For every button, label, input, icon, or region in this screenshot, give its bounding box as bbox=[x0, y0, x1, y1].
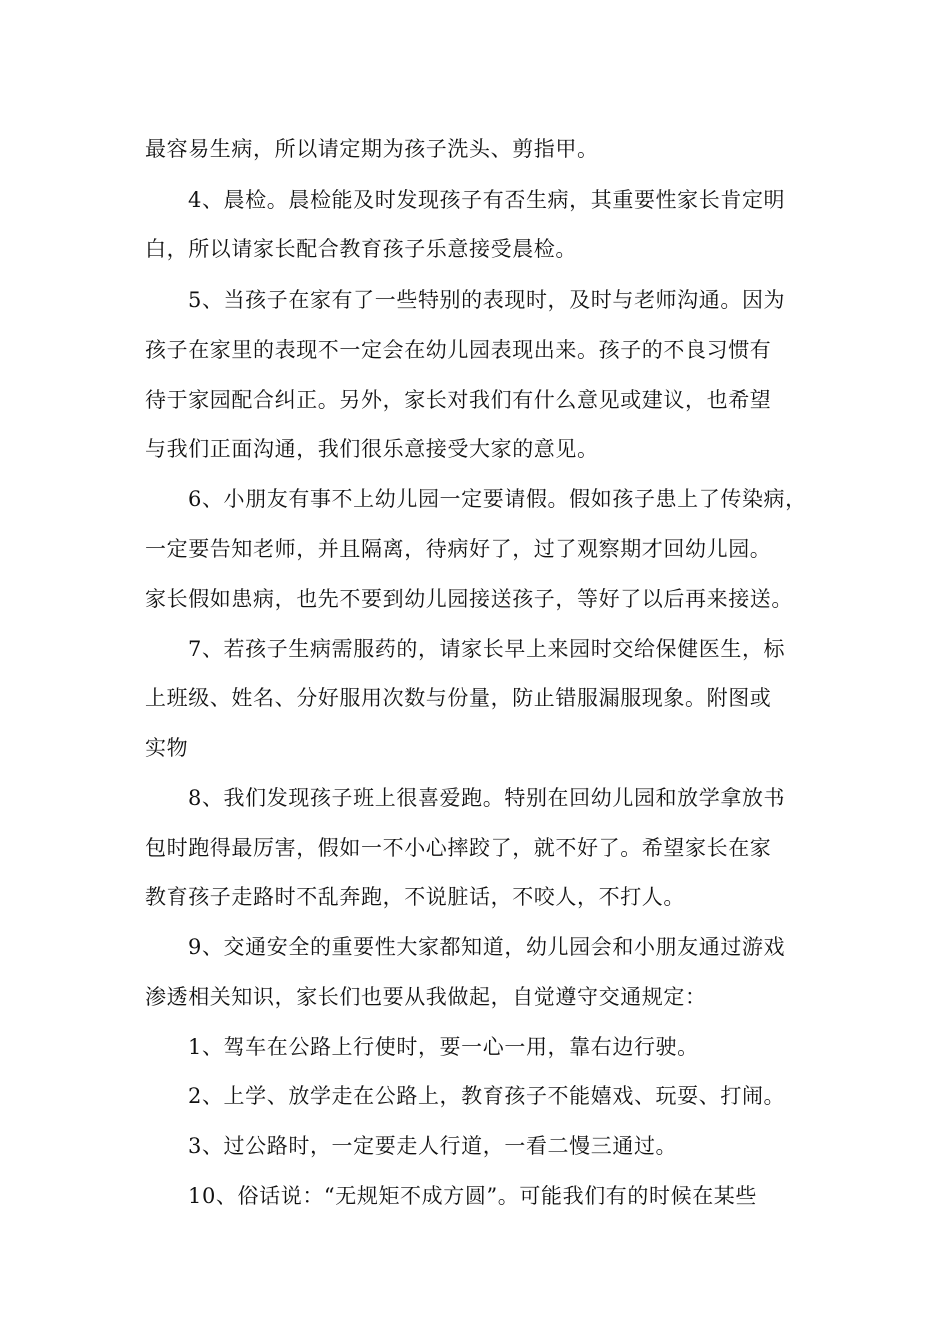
text-line: 与我们正面沟通，我们很乐意接受大家的意见。 bbox=[145, 437, 599, 461]
text-line: 7、若孩子生病需服药的，请家长早上来园时交给保健医生，标 bbox=[188, 637, 786, 661]
text-line: 渗透相关知识，家长们也要从我做起，自觉遵守交通规定： bbox=[145, 985, 707, 1009]
text-line: 8、我们发现孩子班上很喜爱跑。特别在回幼儿园和放学拿放书 bbox=[188, 786, 786, 810]
text-line: 一定要告知老师，并且隔离，待病好了，过了观察期才回幼儿园。 bbox=[145, 537, 772, 561]
text-line: 上班级、姓名、分好服用次数与份量，防止错服漏服现象。附图或 bbox=[145, 686, 772, 710]
text-line: 包时跑得最厉害，假如一不小心摔跤了，就不好了。希望家长在家 bbox=[145, 836, 772, 860]
text-line: 4、晨检。晨检能及时发现孩子有否生病，其重要性家长肯定明 bbox=[188, 188, 786, 212]
text-line: 1、驾车在公路上行使时，要一心一用，靠右边行驶。 bbox=[188, 1035, 699, 1059]
text-line: 10、俗话说：“无规矩不成方圆”。可能我们有的时候在某些 bbox=[188, 1184, 757, 1208]
text-line: 5、当孩子在家有了一些特别的表现时，及时与老师沟通。因为 bbox=[188, 288, 786, 312]
text-line: 实物 bbox=[145, 736, 189, 760]
text-line: 教育孩子走路时不乱奔跑，不说脏话，不咬人，不打人。 bbox=[145, 885, 685, 909]
text-line: 待于家园配合纠正。另外，家长对我们有什么意见或建议，也希望 bbox=[145, 388, 772, 412]
text-line: 最容易生病，所以请定期为孩子洗头、剪指甲。 bbox=[145, 137, 599, 161]
text-line: 白，所以请家长配合教育孩子乐意接受晨检。 bbox=[145, 237, 577, 261]
text-line: 家长假如患病，也先不要到幼儿园接送孩子，等好了以后再来接送。 bbox=[145, 587, 793, 611]
text-line: 孩子在家里的表现不一定会在幼儿园表现出来。孩子的不良习惯有 bbox=[145, 338, 772, 362]
text-line: 2、上学、放学走在公路上，教育孩子不能嬉戏、玩耍、打闹。 bbox=[188, 1084, 786, 1108]
text-line: 3、过公路时，一定要走人行道，一看二慢三通过。 bbox=[188, 1134, 678, 1158]
text-line: 6、小朋友有事不上幼儿园一定要请假。假如孩子患上了传染病， bbox=[188, 487, 807, 511]
text-line: 9、交通安全的重要性大家都知道，幼儿园会和小朋友通过游戏 bbox=[188, 935, 786, 959]
